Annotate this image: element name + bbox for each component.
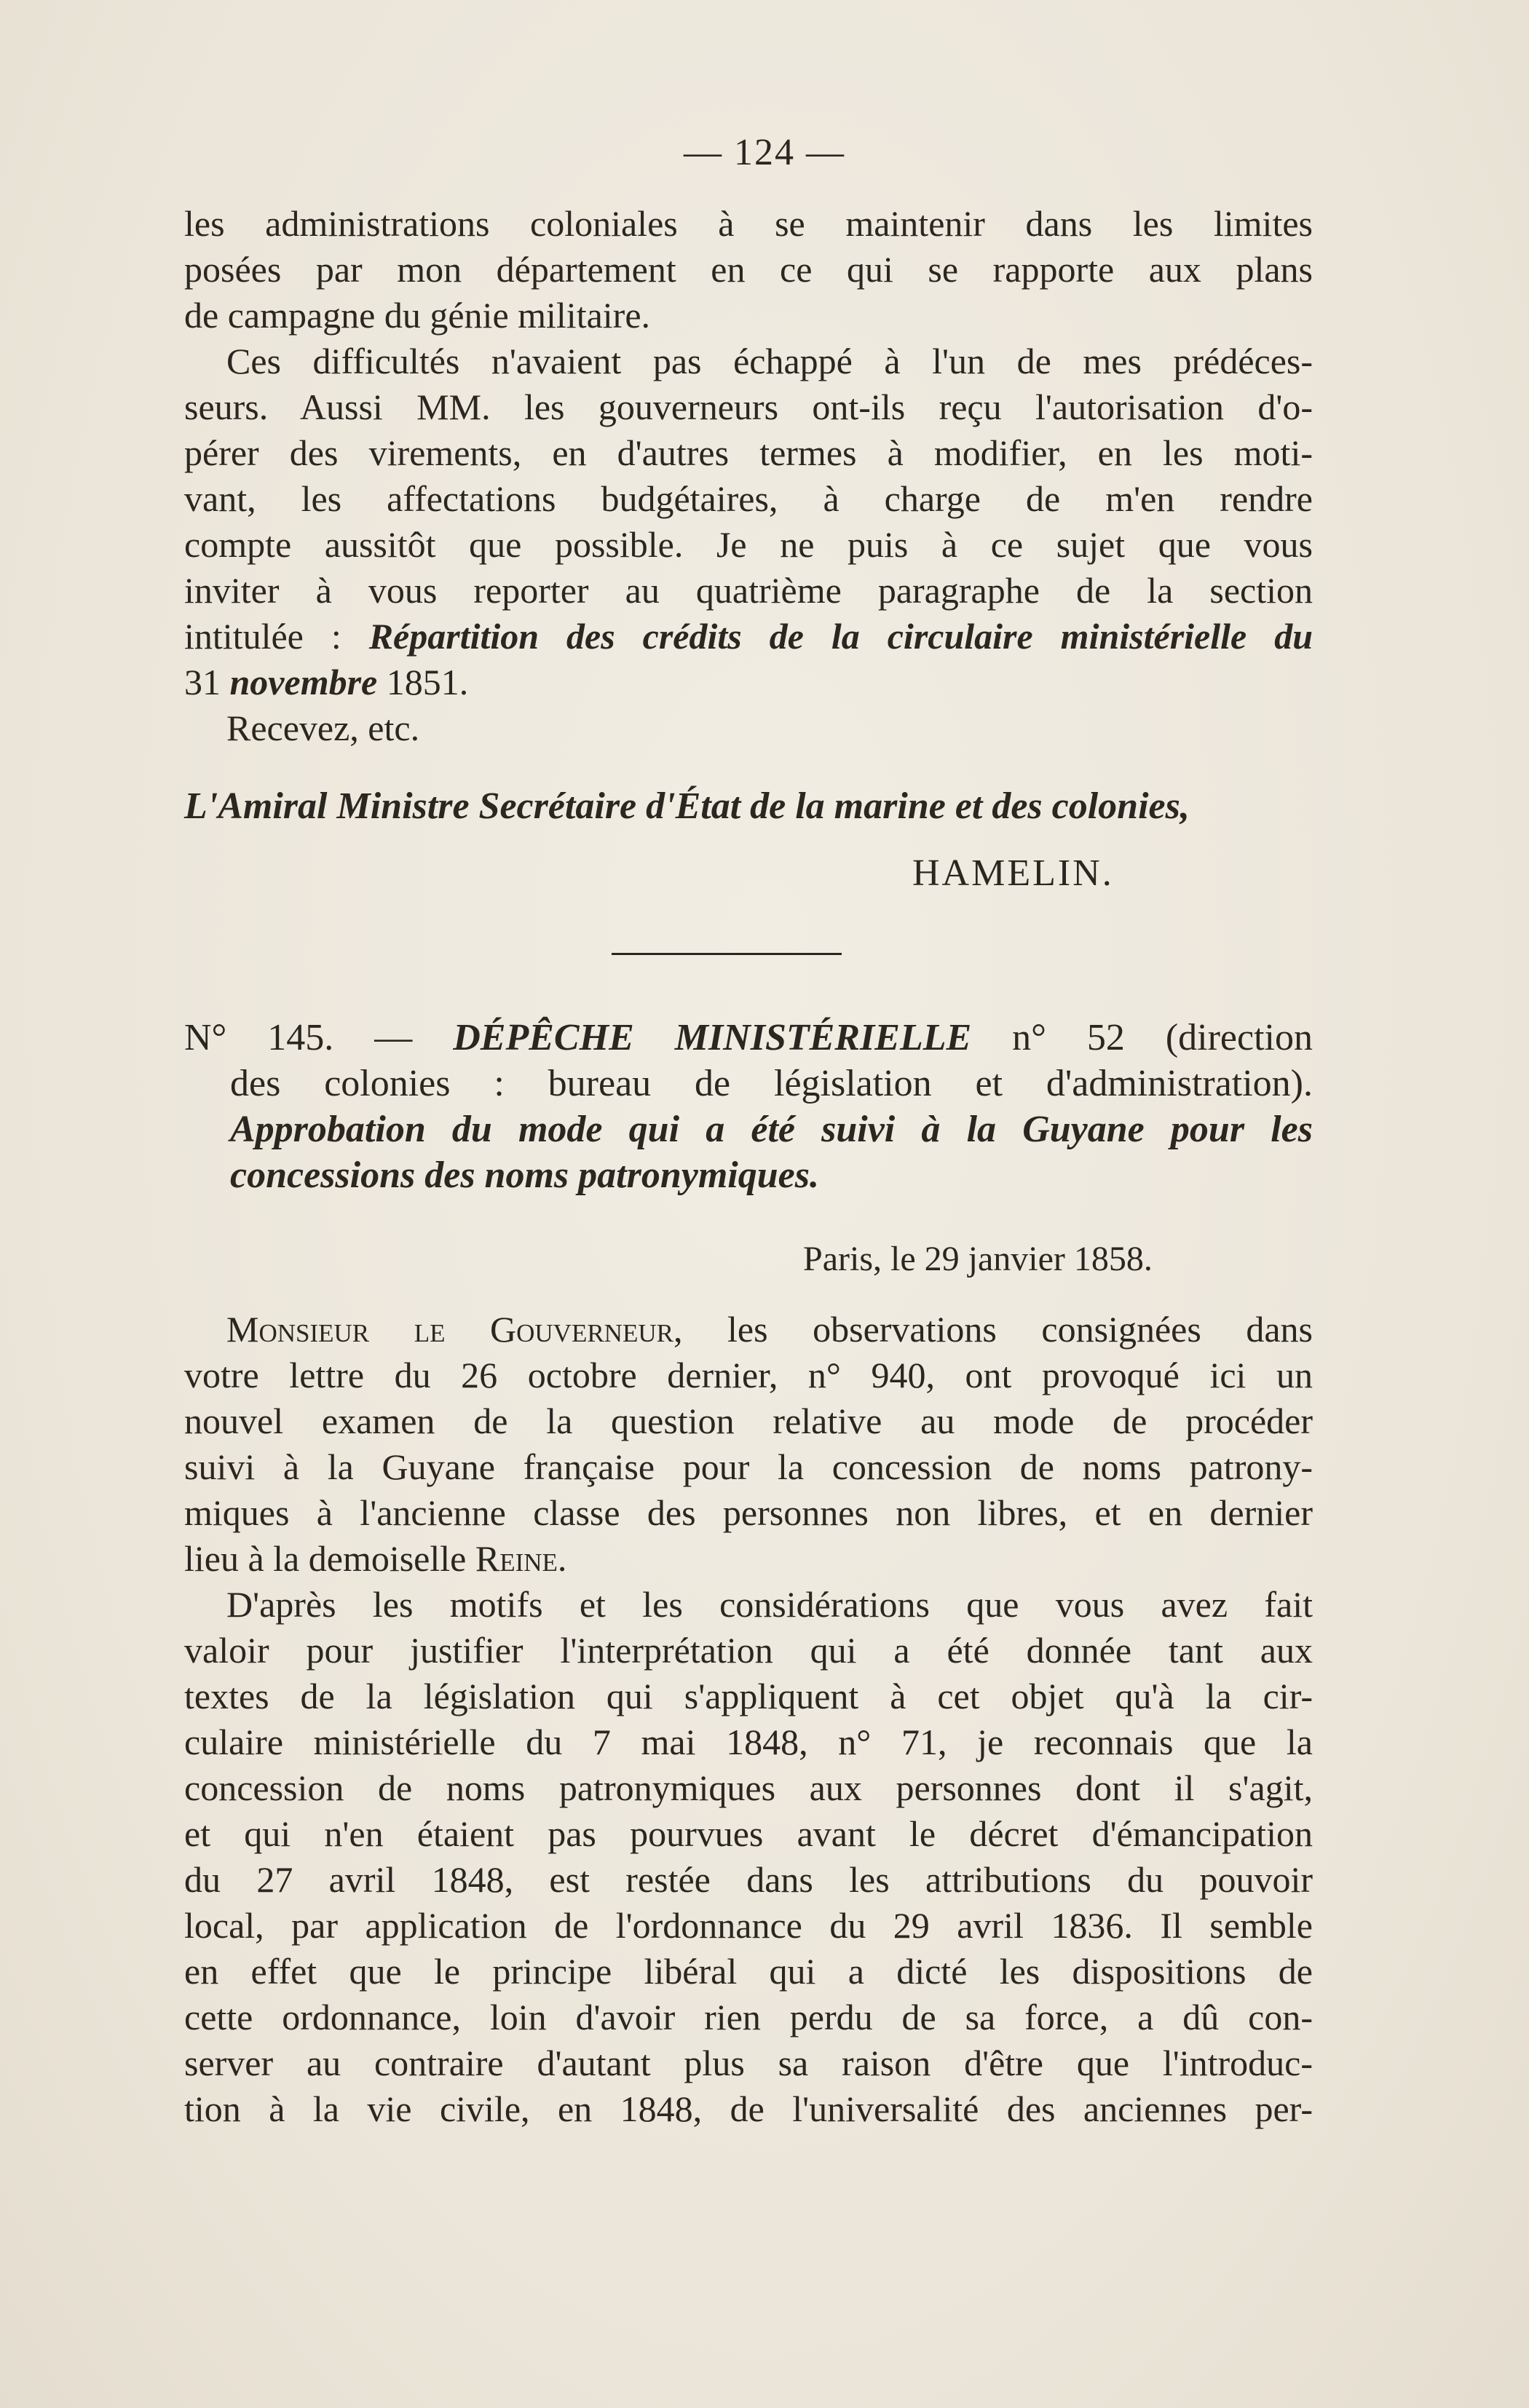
dispatch-subject: Approbation du mode qui a été suivi à la Guyane pour les	[230, 1109, 1313, 1150]
section-divider	[612, 953, 842, 955]
text-line	[184, 660, 1313, 705]
text-line: valoir pour justifier l'interprétation qui a été donnée tant aux	[184, 1630, 1313, 1671]
text-line: inviter à vous reporter au quatrième paragraphe de la section	[184, 570, 1313, 611]
letter-body	[184, 1307, 1313, 2132]
text-line: D'après les motifs et les considérations que vous avez fait	[226, 1584, 1313, 1625]
signature-title: L'Amiral Ministre Secrétaire d'État de la marine et des colonies,	[184, 785, 1190, 827]
text-line: du 27 avril 1848, est restée dans les attributions du pouvoir	[184, 1859, 1313, 1900]
text-line: server au contraire d'autant plus sa raison d'être que l'introduc-	[184, 2043, 1313, 2083]
text-line: textes de la législation qui s'appliquent à cet objet qu'à la cir-	[184, 1676, 1313, 1716]
dateline: Paris, le 29 janvier 1858.	[803, 1240, 1153, 1278]
text-line	[184, 1307, 1313, 1352]
page-number: — 124 —	[684, 132, 845, 173]
text-line: les administrations coloniales à se maintenir dans les limites	[184, 203, 1313, 244]
text-line: miques à l'ancienne classe des personnes non libres, et en dernier	[184, 1492, 1313, 1533]
text-line: concession de noms patronymiques aux personnes dont il s'agit,	[184, 1767, 1313, 1808]
salutation: Monsieur le Gouverneur	[226, 1309, 673, 1350]
text-fragment: intitulée :	[184, 616, 369, 657]
text-line: cette ordonnance, loin d'avoir rien perdu de sa force, a dû con-	[184, 1997, 1313, 2037]
dispatch-title: DÉPÊCHE MINISTÉRIELLE	[453, 1017, 972, 1058]
text-fragment: , les observations consignées dans	[673, 1309, 1313, 1350]
text-line: local, par application de l'ordonnance du 29 avril 1836. Il semble	[184, 1905, 1313, 1946]
text-line: en effet que le principe libéral qui a dicté les dispositions de	[184, 1951, 1313, 1992]
text-fragment: lieu à la demoiselle	[184, 1538, 475, 1579]
text-line: suivi à la Guyane française pour la concession de noms patrony-	[184, 1446, 1313, 1487]
text-line	[184, 614, 1313, 660]
text-fragment: 1851.	[377, 662, 469, 702]
text-line: de campagne du génie militaire.	[184, 295, 651, 336]
text-line: culaire ministérielle du 7 mai 1848, n° 71, je reconnais que la	[184, 1722, 1313, 1762]
text-fragment: .	[557, 1538, 567, 1579]
dispatch-heading-line	[184, 1015, 1313, 1061]
previous-letter-body	[184, 201, 1313, 751]
closing-formula: Recevez, etc.	[226, 708, 420, 748]
text-line: pérer des virements, en d'autres termes à modifier, en les moti-	[184, 432, 1313, 473]
circular-title-italic: Répartition des crédits de la circulaire ministérielle du	[368, 616, 1313, 657]
text-line: et qui n'en étaient pas pourvues avant le décret d'émancipation	[184, 1813, 1313, 1854]
text-line: seurs. Aussi MM. les gouverneurs ont-ils reçu l'autorisation d'o-	[184, 387, 1313, 427]
text-fragment: n° 52 (direction	[971, 1017, 1313, 1058]
dispatch-number: N° 145.	[184, 1017, 334, 1058]
text-line: compte aussitôt que possible. Je ne puis à ce sujet que vous	[184, 524, 1313, 565]
person-name: Reine	[475, 1538, 558, 1579]
text-fragment: —	[333, 1017, 454, 1058]
text-line: vant, les affectations budgétaires, à charge de m'en rendre	[184, 478, 1313, 519]
dispatch-subject: concessions des noms patronymiques.	[230, 1155, 819, 1196]
text-line	[184, 1536, 1313, 1582]
text-line: votre lettre du 26 octobre dernier, n° 940, ont provoqué ici un	[184, 1355, 1313, 1395]
text-fragment: 31	[184, 662, 230, 702]
text-line: posées par mon département en ce qui se rapporte aux plans	[184, 249, 1313, 290]
dispatch-heading	[184, 1015, 1313, 1198]
text-line: Ces difficultés n'avaient pas échappé à l'un de mes prédéces-	[226, 341, 1313, 381]
text-line: nouvel examen de la question relative au mode de procéder	[184, 1401, 1313, 1441]
dispatch-heading-line: des colonies : bureau de législation et d'administration).	[230, 1063, 1313, 1104]
month-italic: novembre	[229, 662, 378, 702]
text-line: tion à la vie civile, en 1848, de l'universalité des anciennes per-	[184, 2088, 1313, 2129]
signature-name: HAMELIN.	[912, 852, 1114, 894]
